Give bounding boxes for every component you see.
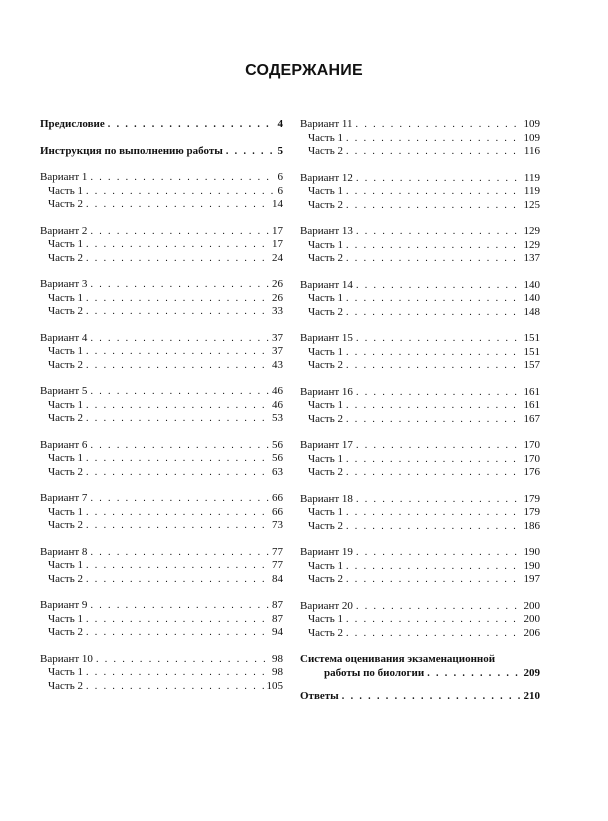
page-number: 73: [272, 519, 283, 531]
toc-subentry: [40, 399, 283, 413]
toc-entry: [40, 546, 283, 560]
toc-entry-label: Часть 2: [308, 145, 343, 157]
page-number: 56: [272, 452, 283, 464]
toc-entry-label: Вариант 7: [40, 492, 88, 504]
toc-entry-label: Часть 2: [308, 412, 343, 425]
toc-entry-label: Часть 1: [308, 452, 343, 465]
page-number: 77: [272, 559, 283, 571]
page-number: 24: [272, 251, 283, 264]
page-number: 186: [523, 519, 540, 532]
toc-entry: [40, 145, 283, 159]
toc-entry-label: Предисловие: [40, 118, 105, 130]
page-number: 77: [272, 545, 283, 558]
dot-leader: [427, 667, 520, 681]
page-number: 179: [523, 506, 540, 518]
page-number: 190: [523, 546, 540, 558]
toc-entry-label: Вариант 11: [300, 118, 353, 130]
toc-entry-label: Инструкция по выполнению работы: [40, 144, 223, 157]
dot-leader: [346, 145, 521, 159]
dot-leader: [346, 573, 521, 587]
dot-leader: [346, 239, 521, 253]
dot-leader: [346, 199, 521, 213]
page-number: 140: [523, 278, 540, 291]
toc-entry-label: Часть 1: [48, 666, 83, 678]
dot-leader: [86, 626, 269, 640]
toc-entry: [40, 278, 283, 292]
page-number: 129: [523, 238, 540, 251]
toc-entry-label: Часть 1: [308, 345, 343, 358]
toc-entry-label: Система оценивания экзаменационной: [300, 653, 496, 665]
toc-subentry: [40, 573, 283, 587]
page-number: 87: [272, 612, 283, 625]
toc-subentry: [300, 573, 540, 587]
toc-entry-label: Часть 1: [48, 559, 83, 571]
toc-entry-label: Часть 1: [308, 292, 343, 304]
toc-entry: [40, 653, 283, 667]
page-number: 66: [272, 505, 283, 518]
dot-leader: [86, 519, 269, 533]
toc-subentry: [300, 560, 540, 574]
dot-leader: [86, 252, 269, 266]
toc-entry-label: Часть 2: [308, 305, 343, 318]
toc-entry: [40, 332, 283, 346]
page-number: 56: [272, 438, 283, 451]
page-number: 210: [523, 690, 540, 702]
dot-leader: [86, 345, 269, 359]
toc-subentry: [300, 132, 540, 146]
page-number: 119: [523, 185, 540, 197]
toc-entry: [300, 439, 540, 453]
toc-subentry: [300, 239, 540, 253]
toc-entry-label: Вариант 8: [40, 545, 88, 558]
toc-subentry: [300, 506, 540, 520]
page-number: 151: [523, 345, 540, 358]
toc-entry-label: Вариант 17: [300, 439, 353, 451]
dot-leader: [86, 666, 269, 680]
page-number: 161: [523, 385, 540, 398]
toc-entry-label: Часть 1: [308, 185, 343, 197]
toc-entry-label: Вариант 10: [40, 652, 93, 665]
page-number: 98: [272, 666, 283, 678]
toc-subentry: [300, 359, 540, 373]
toc-subentry: [300, 466, 540, 480]
dot-leader: [346, 292, 521, 306]
toc-subentry: [40, 506, 283, 520]
toc-entry-label-continued: работы по биологии: [324, 666, 425, 679]
toc-entry-label: Вариант 3: [40, 278, 88, 290]
toc-entry-label: Часть 2: [308, 466, 343, 478]
toc-entry: [300, 600, 540, 614]
toc-subentry: [40, 466, 283, 480]
toc-entry-label: Часть 2: [48, 412, 83, 424]
toc-entry-label: Вариант 2: [40, 224, 88, 237]
toc-subentry: [40, 252, 283, 266]
dot-leader: [86, 559, 269, 573]
toc-subentry: [300, 292, 540, 306]
page-number: 200: [523, 613, 540, 625]
dot-leader: [356, 172, 521, 186]
dot-leader: [346, 306, 521, 320]
dot-leader: [86, 305, 269, 319]
dot-leader: [86, 466, 269, 480]
page-number: 129: [523, 225, 540, 237]
toc-entry-label: Часть 2: [48, 679, 83, 692]
page-number: 119: [523, 171, 540, 184]
dot-leader: [108, 118, 275, 132]
page-number: 66: [272, 492, 283, 504]
dot-leader: [86, 613, 269, 627]
page-title: СОДЕРЖАНИЕ: [245, 62, 363, 79]
toc-entry: [40, 171, 283, 185]
toc-entry-label: Часть 1: [308, 238, 343, 251]
toc-entry: [300, 279, 540, 293]
toc-entry: [300, 118, 540, 132]
dot-leader: [356, 279, 521, 293]
page-number: 161: [523, 399, 540, 411]
page-number: 109: [523, 118, 540, 130]
page-number: 43: [272, 358, 283, 371]
toc-entry-label: Часть 2: [308, 252, 343, 264]
toc-subentry: [300, 199, 540, 213]
page-number: 26: [272, 278, 283, 290]
toc-subentry: [40, 519, 283, 533]
dot-leader: [346, 413, 521, 427]
toc-subentry: [300, 453, 540, 467]
dot-leader: [346, 560, 521, 574]
toc-entry-label: Часть 1: [308, 131, 343, 144]
page-number: 94: [272, 626, 283, 638]
toc-subentry: [300, 185, 540, 199]
toc-entry-label: Часть 1: [308, 506, 343, 518]
page-number: 98: [272, 652, 283, 665]
toc-entry-label: Вариант 14: [300, 278, 353, 291]
toc-entry-label: Часть 2: [48, 358, 83, 371]
toc-subentry: [40, 305, 283, 319]
toc-entry-label: Часть 2: [308, 359, 343, 371]
toc-entry-label: Часть 2: [308, 626, 343, 639]
dot-leader: [346, 346, 521, 360]
dot-leader: [342, 690, 521, 704]
toc-entry-label: Вариант 13: [300, 225, 353, 237]
dot-leader: [86, 292, 269, 306]
page-number: 200: [523, 599, 540, 612]
toc-entry-label: Часть 1: [308, 613, 343, 625]
dot-leader: [86, 573, 269, 587]
page-number: 17: [272, 224, 283, 237]
dot-leader: [96, 653, 269, 667]
page-number: 190: [523, 559, 540, 572]
toc-subentry: [40, 292, 283, 306]
toc-entry-label: Часть 1: [308, 399, 343, 411]
toc-entry-label: Часть 2: [48, 251, 83, 264]
toc-subentry: [300, 145, 540, 159]
dot-leader: [356, 600, 521, 614]
dot-leader: [356, 386, 521, 400]
page-number: 157: [523, 359, 540, 371]
page-number: 46: [272, 398, 283, 411]
page-number: 84: [272, 572, 283, 585]
toc-entry-label: Вариант 15: [300, 332, 353, 344]
page-number: 53: [272, 412, 283, 424]
toc-entry: [40, 599, 283, 613]
dot-leader: [356, 118, 521, 132]
toc-entry-label: Часть 2: [48, 626, 83, 638]
dot-leader: [346, 252, 521, 266]
dot-leader: [90, 439, 269, 453]
toc-entry: [40, 118, 283, 132]
toc-entry-label: Вариант 16: [300, 385, 353, 398]
dot-leader: [90, 332, 269, 346]
toc-entry: [40, 385, 283, 399]
toc-subentry: [300, 520, 540, 534]
toc-left-column: [40, 118, 283, 693]
dot-leader: [86, 198, 269, 212]
dot-leader: [346, 359, 521, 373]
toc-entry-label: Вариант 19: [300, 546, 353, 558]
dot-leader: [346, 399, 521, 413]
toc-entry-label: Вариант 5: [40, 385, 88, 397]
toc-entry-label: Часть 2: [308, 573, 343, 585]
dot-leader: [90, 385, 269, 399]
page-number: 109: [523, 131, 540, 144]
page-number: 179: [523, 492, 540, 505]
dot-leader: [356, 546, 521, 560]
dot-leader: [86, 452, 269, 466]
dot-leader: [86, 185, 275, 199]
toc-entry-label: Часть 1: [308, 559, 343, 572]
toc-entry-label: Часть 1: [48, 505, 83, 518]
toc-entry: [300, 493, 540, 507]
toc-entry-label: Вариант 20: [300, 599, 353, 612]
toc-right-column: [300, 118, 540, 704]
toc-subentry: [40, 626, 283, 640]
toc-entry-label: Часть 2: [48, 465, 83, 478]
page-number: 148: [523, 305, 540, 318]
dot-leader: [346, 627, 521, 641]
toc-entry-label: Часть 1: [48, 238, 83, 250]
toc-subentry: [300, 613, 540, 627]
dot-leader: [346, 453, 521, 467]
toc-subentry: [300, 252, 540, 266]
toc-subentry: [40, 559, 283, 573]
dot-leader: [90, 546, 269, 560]
page-number: 116: [523, 145, 540, 157]
toc-entry-label: Вариант 9: [40, 599, 88, 611]
page-number: 105: [266, 679, 283, 692]
toc-subentry: [300, 399, 540, 413]
dot-leader: [346, 613, 521, 627]
dot-leader: [90, 599, 269, 613]
page-number: 17: [272, 238, 283, 250]
toc-subentry: [300, 413, 540, 427]
dot-leader: [346, 185, 521, 199]
dot-leader: [90, 171, 274, 185]
toc-subentry: [40, 345, 283, 359]
page-number: 209: [523, 666, 540, 679]
toc-subentry: [40, 452, 283, 466]
toc-entry-label: Часть 2: [308, 519, 343, 532]
page-number: 63: [272, 465, 283, 478]
toc-subentry: [300, 306, 540, 320]
page-number: 151: [523, 332, 540, 344]
dot-leader: [346, 466, 521, 480]
page-number: 4: [277, 118, 283, 130]
page-number: 87: [272, 599, 283, 611]
toc-entry-label: Вариант 12: [300, 171, 353, 184]
dot-leader: [86, 680, 264, 694]
toc-entry: [300, 225, 540, 239]
dot-leader: [90, 225, 269, 239]
dot-leader: [346, 132, 521, 146]
toc-entry-label: Часть 2: [48, 572, 83, 585]
toc-entry: [300, 386, 540, 400]
toc-entry-label: Вариант 18: [300, 492, 353, 505]
toc-subentry: [40, 680, 283, 694]
toc-entry-label: Часть 1: [48, 345, 83, 357]
dot-leader: [86, 412, 269, 426]
page-number: 6: [277, 184, 283, 197]
dot-leader: [86, 238, 269, 252]
toc-entry: [40, 492, 283, 506]
page-number: 167: [523, 412, 540, 425]
toc-entry: [40, 439, 283, 453]
page-number: 26: [272, 291, 283, 304]
toc-entry-label: Вариант 6: [40, 438, 88, 451]
page-number: 37: [272, 345, 283, 357]
page-number: 197: [523, 573, 540, 585]
toc-entry: [40, 225, 283, 239]
toc-entry-label: Часть 1: [48, 184, 83, 197]
toc-subentry: [40, 359, 283, 373]
dot-leader: [86, 506, 269, 520]
page-number: 125: [523, 198, 540, 211]
toc-subentry: [40, 412, 283, 426]
dot-leader: [90, 492, 269, 506]
toc-entry-label: Часть 1: [48, 398, 83, 411]
toc-entry-label: Часть 1: [48, 291, 83, 304]
toc-subentry: [40, 198, 283, 212]
toc-entry-label: Вариант 4: [40, 331, 88, 344]
page-number: 170: [523, 452, 540, 465]
page-number: 46: [272, 385, 283, 397]
dot-leader: [356, 493, 521, 507]
toc-subentry: [300, 346, 540, 360]
dot-leader: [346, 506, 521, 520]
toc-subentry: [40, 613, 283, 627]
toc-entry-label: Часть 2: [308, 198, 343, 211]
toc-entry-label: Часть 2: [48, 519, 83, 531]
dot-leader: [90, 278, 269, 292]
page-number: 206: [523, 626, 540, 639]
page-number: 33: [272, 305, 283, 317]
toc-entry: [300, 172, 540, 186]
toc-entry: [300, 690, 540, 704]
dot-leader: [346, 520, 521, 534]
toc-entry-label: Ответы: [300, 690, 339, 702]
dot-leader: [356, 225, 521, 239]
toc-subentry: [40, 666, 283, 680]
dot-leader: [356, 332, 521, 346]
toc-subentry: [300, 627, 540, 641]
toc-entry-label: Часть 1: [48, 612, 83, 625]
page-number: 37: [272, 331, 283, 344]
dot-leader: [356, 439, 521, 453]
page-number: 137: [523, 252, 540, 264]
page-number: 176: [523, 466, 540, 478]
toc-entry-label: Часть 2: [48, 305, 83, 317]
toc-subentry: [40, 238, 283, 252]
page-number: 6: [277, 171, 283, 183]
dot-leader: [86, 399, 269, 413]
page-number: 140: [523, 292, 540, 304]
page-number: 14: [272, 198, 283, 210]
page-number: 170: [523, 439, 540, 451]
toc-entry-label: Вариант 1: [40, 171, 88, 183]
page-number: 5: [277, 144, 283, 157]
toc-entry-label: Часть 1: [48, 452, 83, 464]
toc-subentry: [40, 185, 283, 199]
dot-leader: [226, 145, 275, 159]
toc-entry: [300, 546, 540, 560]
toc-entry-label: Часть 2: [48, 198, 83, 210]
dot-leader: [86, 359, 269, 373]
toc-entry: [300, 332, 540, 346]
toc-entry: [300, 653, 540, 680]
